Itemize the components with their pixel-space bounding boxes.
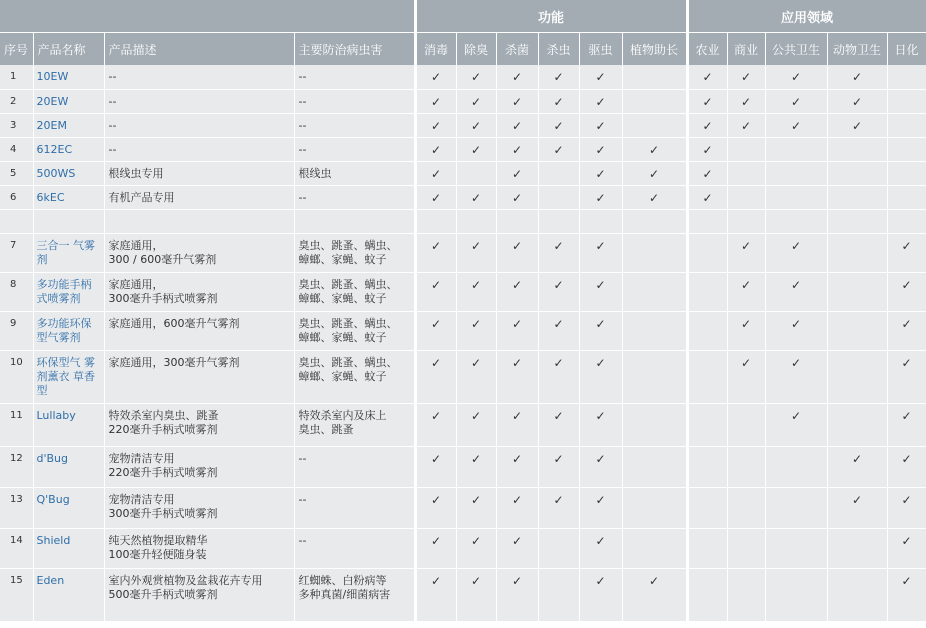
check-mark: ✓ [456, 233, 496, 272]
check-mark: ✓ [887, 446, 926, 487]
table-row [0, 113, 926, 137]
empty-cell [827, 403, 887, 446]
row-number: 15 [0, 568, 33, 621]
product-description: 家庭通用，300毫升气雾剂 [104, 350, 294, 403]
check-mark: ✓ [415, 446, 456, 487]
check-mark: ✓ [538, 350, 579, 403]
empty-cell [538, 185, 579, 209]
empty-cell [887, 185, 926, 209]
col-header-pests: 主要防治病虫害 [294, 33, 415, 66]
empty-cell [622, 113, 687, 137]
check-mark: ✓ [456, 528, 496, 568]
row-number: 4 [0, 137, 33, 161]
product-description: 家庭通用，600毫升气雾剂 [104, 311, 294, 350]
table-row [0, 446, 926, 487]
pest-target: -- [294, 185, 415, 209]
pest-target: -- [294, 528, 415, 568]
col-header-application: 动物卫生 [827, 33, 887, 66]
check-mark: ✓ [727, 89, 765, 113]
check-mark: ✓ [579, 89, 622, 113]
empty-cell [727, 403, 765, 446]
row-number: 9 [0, 311, 33, 350]
empty-cell [727, 446, 765, 487]
empty-cell [687, 209, 727, 233]
check-mark: ✓ [496, 311, 538, 350]
empty-cell [456, 209, 496, 233]
pest-target: 红蜘蛛、白粉病等 多种真菌/细菌病害 [294, 568, 415, 621]
empty-cell [727, 487, 765, 528]
check-mark: ✓ [538, 233, 579, 272]
empty-cell [687, 446, 727, 487]
empty-cell [622, 403, 687, 446]
empty-cell [827, 528, 887, 568]
product-name: 20EW [33, 89, 104, 113]
check-mark: ✓ [538, 113, 579, 137]
empty-cell [622, 272, 687, 311]
empty-cell [687, 311, 727, 350]
empty-cell [727, 209, 765, 233]
empty-cell [765, 568, 827, 621]
check-mark: ✓ [415, 528, 456, 568]
row-number: 6 [0, 185, 33, 209]
check-mark: ✓ [456, 568, 496, 621]
check-mark: ✓ [687, 113, 727, 137]
check-mark: ✓ [827, 487, 887, 528]
product-description: 室内外观赏植物及盆栽花卉专用 500毫升手柄式喷雾剂 [104, 568, 294, 621]
check-mark: ✓ [765, 311, 827, 350]
check-mark: ✓ [687, 161, 727, 185]
table-row [0, 185, 926, 209]
empty-cell [887, 161, 926, 185]
pest-target: -- [294, 89, 415, 113]
col-header-desc: 产品描述 [104, 33, 294, 66]
empty-cell [827, 233, 887, 272]
check-mark: ✓ [579, 65, 622, 89]
table-row [0, 272, 926, 311]
row-number: 8 [0, 272, 33, 311]
empty-cell [765, 185, 827, 209]
check-mark: ✓ [415, 185, 456, 209]
check-mark: ✓ [765, 89, 827, 113]
check-mark: ✓ [456, 113, 496, 137]
pest-target: 臭虫、跳蚤、螨虫、 蟑螂、家蝇、蚊子 [294, 272, 415, 311]
check-mark: ✓ [687, 89, 727, 113]
row-number: 1 [0, 65, 33, 89]
table-spacer-row [0, 209, 926, 233]
empty-cell [765, 137, 827, 161]
product-description: -- [104, 137, 294, 161]
empty-cell [887, 89, 926, 113]
empty-cell [687, 233, 727, 272]
row-number: 2 [0, 89, 33, 113]
empty-cell [765, 209, 827, 233]
pest-target: -- [294, 113, 415, 137]
col-header-function: 消毒 [415, 33, 456, 66]
col-header-function: 除臭 [456, 33, 496, 66]
empty-cell [827, 311, 887, 350]
empty-cell [687, 272, 727, 311]
col-header-function: 杀菌 [496, 33, 538, 66]
check-mark: ✓ [765, 403, 827, 446]
check-mark: ✓ [579, 272, 622, 311]
check-mark: ✓ [687, 185, 727, 209]
product-name: 500WS [33, 161, 104, 185]
product-description: 宠物清洁专用 220毫升手柄式喷雾剂 [104, 446, 294, 487]
empty-cell [887, 65, 926, 89]
check-mark: ✓ [622, 568, 687, 621]
column-header-row [0, 33, 926, 66]
row-number: 12 [0, 446, 33, 487]
check-mark: ✓ [765, 272, 827, 311]
check-mark: ✓ [415, 161, 456, 185]
empty-cell [765, 487, 827, 528]
check-mark: ✓ [538, 311, 579, 350]
check-mark: ✓ [887, 350, 926, 403]
check-mark: ✓ [538, 65, 579, 89]
check-mark: ✓ [827, 113, 887, 137]
empty-cell [538, 528, 579, 568]
empty-cell [538, 568, 579, 621]
empty-cell [622, 528, 687, 568]
check-mark: ✓ [456, 185, 496, 209]
product-description: 家庭通用， 300毫升手柄式喷雾剂 [104, 272, 294, 311]
check-mark: ✓ [579, 403, 622, 446]
row-number: 5 [0, 161, 33, 185]
product-description: -- [104, 89, 294, 113]
check-mark: ✓ [496, 350, 538, 403]
group-header-functions: 功能 [415, 0, 687, 33]
table-row [0, 487, 926, 528]
empty-cell [827, 272, 887, 311]
table-row [0, 568, 926, 621]
product-description: 有机产品专用 [104, 185, 294, 209]
check-mark: ✓ [887, 528, 926, 568]
empty-cell [727, 568, 765, 621]
check-mark: ✓ [415, 233, 456, 272]
group-header-row [0, 0, 926, 33]
check-mark: ✓ [579, 568, 622, 621]
check-mark: ✓ [827, 65, 887, 89]
check-mark: ✓ [496, 137, 538, 161]
empty-cell [622, 65, 687, 89]
product-description: -- [104, 113, 294, 137]
col-header-name: 产品名称 [33, 33, 104, 66]
table-body [0, 65, 926, 621]
check-mark: ✓ [415, 568, 456, 621]
check-mark: ✓ [456, 89, 496, 113]
product-name: 612EC [33, 137, 104, 161]
empty-cell [687, 403, 727, 446]
pest-target: -- [294, 65, 415, 89]
check-mark: ✓ [415, 137, 456, 161]
empty-cell [727, 528, 765, 568]
empty-cell [887, 209, 926, 233]
check-mark: ✓ [887, 403, 926, 446]
check-mark: ✓ [496, 528, 538, 568]
pest-target: 臭虫、跳蚤、螨虫、 蟑螂、家蝇、蚊子 [294, 311, 415, 350]
check-mark: ✓ [765, 233, 827, 272]
check-mark: ✓ [727, 311, 765, 350]
check-mark: ✓ [456, 446, 496, 487]
col-header-application: 商业 [727, 33, 765, 66]
check-mark: ✓ [765, 113, 827, 137]
check-mark: ✓ [538, 487, 579, 528]
product-description: 纯天然植物提取精华 100毫升轻便随身装 [104, 528, 294, 568]
empty-cell [579, 209, 622, 233]
product-name: 三合一 气雾剂 [33, 233, 104, 272]
row-number: 7 [0, 233, 33, 272]
check-mark: ✓ [579, 233, 622, 272]
check-mark: ✓ [887, 487, 926, 528]
check-mark: ✓ [415, 113, 456, 137]
check-mark: ✓ [456, 272, 496, 311]
check-mark: ✓ [622, 185, 687, 209]
check-mark: ✓ [887, 311, 926, 350]
col-header-application: 农业 [687, 33, 727, 66]
empty-cell [622, 446, 687, 487]
check-mark: ✓ [579, 113, 622, 137]
product-description: 特效杀室内臭虫、跳蚤 220毫升手柄式喷雾剂 [104, 403, 294, 446]
row-number: 3 [0, 113, 33, 137]
empty-cell [765, 161, 827, 185]
check-mark: ✓ [727, 233, 765, 272]
check-mark: ✓ [887, 272, 926, 311]
check-mark: ✓ [765, 65, 827, 89]
row-number: 10 [0, 350, 33, 403]
empty-cell [687, 528, 727, 568]
empty-cell [827, 185, 887, 209]
check-mark: ✓ [415, 487, 456, 528]
check-mark: ✓ [496, 113, 538, 137]
check-mark: ✓ [415, 272, 456, 311]
check-mark: ✓ [456, 137, 496, 161]
product-name: 20EM [33, 113, 104, 137]
product-name: 10EW [33, 65, 104, 89]
group-header-applications: 应用领域 [687, 0, 926, 33]
check-mark: ✓ [727, 350, 765, 403]
check-mark: ✓ [622, 137, 687, 161]
check-mark: ✓ [415, 65, 456, 89]
check-mark: ✓ [887, 233, 926, 272]
check-mark: ✓ [727, 272, 765, 311]
check-mark: ✓ [827, 89, 887, 113]
check-mark: ✓ [538, 137, 579, 161]
pest-target: 特效杀室内及床上 臭虫、跳蚤 [294, 403, 415, 446]
check-mark: ✓ [538, 272, 579, 311]
empty-cell [622, 350, 687, 403]
product-name [33, 209, 104, 233]
check-mark: ✓ [579, 161, 622, 185]
empty-cell [538, 161, 579, 185]
empty-cell [687, 568, 727, 621]
product-name: d'Bug [33, 446, 104, 487]
check-mark: ✓ [579, 528, 622, 568]
col-header-function: 驱虫 [579, 33, 622, 66]
col-header-function: 杀虫 [538, 33, 579, 66]
product-description: 根线虫专用 [104, 161, 294, 185]
empty-cell [765, 528, 827, 568]
pest-target [294, 209, 415, 233]
empty-cell [496, 209, 538, 233]
check-mark: ✓ [538, 403, 579, 446]
table-row [0, 350, 926, 403]
check-mark: ✓ [579, 185, 622, 209]
empty-cell [887, 137, 926, 161]
check-mark: ✓ [456, 403, 496, 446]
check-mark: ✓ [727, 65, 765, 89]
product-description: 宠物清洁专用 300毫升手柄式喷雾剂 [104, 487, 294, 528]
empty-cell [687, 487, 727, 528]
product-name: Shield [33, 528, 104, 568]
check-mark: ✓ [887, 568, 926, 621]
pest-target: 臭虫、跳蚤、螨虫、 蟑螂、家蝇、蚊子 [294, 233, 415, 272]
check-mark: ✓ [456, 350, 496, 403]
col-header-application: 公共卫生 [765, 33, 827, 66]
check-mark: ✓ [579, 350, 622, 403]
check-mark: ✓ [538, 89, 579, 113]
empty-cell [727, 185, 765, 209]
product-name: Eden [33, 568, 104, 621]
pest-target: -- [294, 137, 415, 161]
pest-target: 臭虫、跳蚤、螨虫、 蟑螂、家蝇、蚊子 [294, 350, 415, 403]
check-mark: ✓ [496, 403, 538, 446]
product-name: 6kEC [33, 185, 104, 209]
empty-cell [415, 209, 456, 233]
empty-cell [622, 89, 687, 113]
check-mark: ✓ [496, 161, 538, 185]
empty-cell [622, 233, 687, 272]
product-name: 多功能手柄 式喷雾剂 [33, 272, 104, 311]
check-mark: ✓ [579, 311, 622, 350]
check-mark: ✓ [415, 403, 456, 446]
col-header-no: 序号 [0, 33, 33, 66]
empty-cell [887, 113, 926, 137]
product-name: Q'Bug [33, 487, 104, 528]
check-mark: ✓ [496, 89, 538, 113]
check-mark: ✓ [415, 350, 456, 403]
table-row [0, 89, 926, 113]
empty-cell [622, 487, 687, 528]
empty-cell [456, 161, 496, 185]
table-row [0, 403, 926, 446]
product-description: -- [104, 65, 294, 89]
check-mark: ✓ [622, 161, 687, 185]
empty-cell [622, 311, 687, 350]
empty-cell [687, 350, 727, 403]
table-row [0, 233, 926, 272]
pest-target: -- [294, 487, 415, 528]
row-number: 11 [0, 403, 33, 446]
check-mark: ✓ [456, 487, 496, 528]
table-row [0, 137, 926, 161]
empty-cell [622, 209, 687, 233]
check-mark: ✓ [415, 89, 456, 113]
col-header-application: 日化 [887, 33, 926, 66]
check-mark: ✓ [687, 65, 727, 89]
check-mark: ✓ [496, 185, 538, 209]
row-number [0, 209, 33, 233]
product-name: Lullaby [33, 403, 104, 446]
table-row [0, 65, 926, 89]
check-mark: ✓ [496, 65, 538, 89]
product-description: 家庭通用， 300 / 600毫升气雾剂 [104, 233, 294, 272]
empty-cell [827, 568, 887, 621]
check-mark: ✓ [687, 137, 727, 161]
check-mark: ✓ [579, 446, 622, 487]
empty-cell [827, 161, 887, 185]
check-mark: ✓ [827, 446, 887, 487]
pest-target: 根线虫 [294, 161, 415, 185]
check-mark: ✓ [496, 233, 538, 272]
empty-cell [827, 209, 887, 233]
row-number: 13 [0, 487, 33, 528]
table-row [0, 311, 926, 350]
check-mark: ✓ [727, 113, 765, 137]
check-mark: ✓ [579, 137, 622, 161]
check-mark: ✓ [456, 65, 496, 89]
group-header-blank [0, 0, 415, 33]
empty-cell [727, 161, 765, 185]
empty-cell [765, 446, 827, 487]
empty-cell [727, 137, 765, 161]
product-name: 环保型气 雾剂薰衣 草香型 [33, 350, 104, 403]
empty-cell [538, 209, 579, 233]
check-mark: ✓ [415, 311, 456, 350]
row-number: 14 [0, 528, 33, 568]
product-description [104, 209, 294, 233]
empty-cell [827, 350, 887, 403]
check-mark: ✓ [456, 311, 496, 350]
check-mark: ✓ [496, 272, 538, 311]
check-mark: ✓ [496, 446, 538, 487]
check-mark: ✓ [579, 487, 622, 528]
check-mark: ✓ [496, 568, 538, 621]
table-row [0, 528, 926, 568]
col-header-function: 植物助长 [622, 33, 687, 66]
pest-target: -- [294, 446, 415, 487]
check-mark: ✓ [538, 446, 579, 487]
table-row [0, 161, 926, 185]
product-name: 多功能环保 型气雾剂 [33, 311, 104, 350]
check-mark: ✓ [765, 350, 827, 403]
check-mark: ✓ [496, 487, 538, 528]
empty-cell [827, 137, 887, 161]
